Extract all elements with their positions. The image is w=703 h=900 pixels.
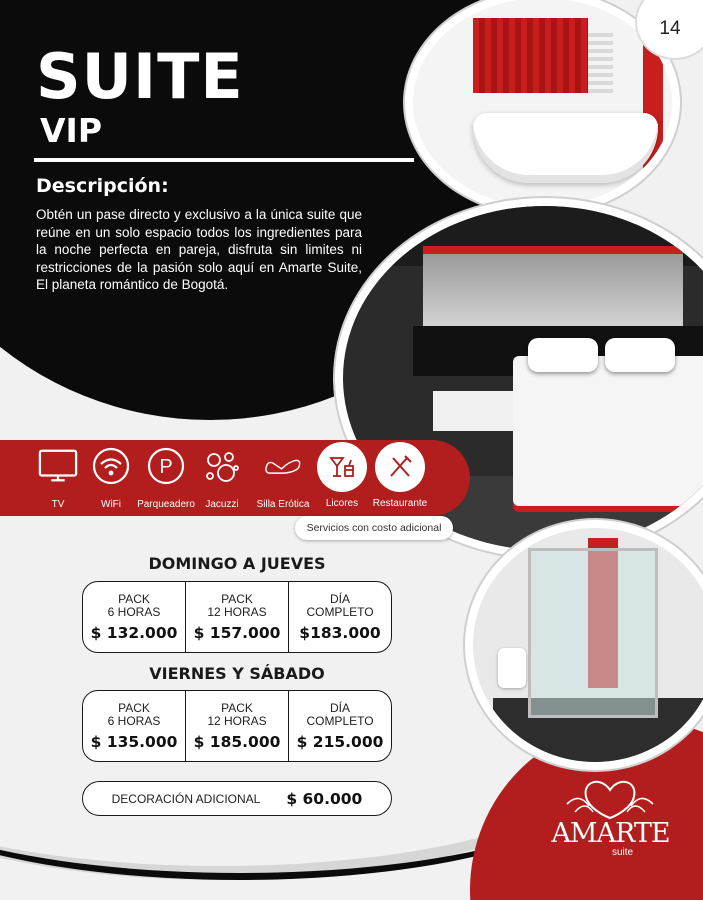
page-number: 14: [637, 0, 703, 58]
bubbles-icon: [202, 446, 242, 486]
description-text: Obtén un pase directo y exclusivo a la única suite que reúne en un solo espacio todos los ingredientes para la noche perfecta en pareja, disfruta sin limites ni restricciones de la pasión solo aquí en Amarte Suite, El planeta romántico de Bogotá.: [36, 207, 362, 292]
decoration-label: DECORACIÓN ADICIONAL: [111, 791, 261, 806]
service-label: Licores: [325, 498, 359, 509]
pack-label-line1: PACK: [221, 591, 253, 606]
pack-label-line2: COMPLETO: [306, 713, 374, 728]
service-label: Restaurante: [372, 498, 428, 509]
title-divider: [34, 158, 414, 162]
price-cell: [289, 582, 391, 652]
pack-price: $183.000: [299, 623, 381, 642]
service-label: WiFi: [101, 499, 121, 510]
pack-label-line2: COMPLETO: [306, 604, 374, 619]
price-cell: [83, 691, 186, 761]
utensils-icon: [375, 442, 425, 492]
suite-subtitle: VIP: [40, 111, 103, 150]
pack-price: $ 132.000: [90, 623, 178, 642]
chair-icon: [263, 446, 303, 486]
cocktail-icon: [317, 442, 367, 492]
price-table-weekend: [82, 690, 392, 762]
service-label: Silla Erótica: [256, 499, 310, 510]
pack-price: $ 185.000: [193, 732, 281, 751]
pack-label-line2: 12 HORAS: [207, 604, 267, 619]
parking-icon: [146, 446, 186, 486]
logo-wordmark: AMARTE: [551, 818, 670, 849]
shower-photo: [465, 520, 703, 770]
pack-price: $ 157.000: [193, 623, 281, 642]
logo-subtext: suite: [612, 847, 634, 858]
service-label: TV: [51, 499, 65, 510]
price-heading-weekend: VIERNES Y SÁBADO: [149, 664, 325, 683]
pack-label-line1: PACK: [118, 700, 150, 715]
extra-cost-badge: Servicios con costo adicional: [295, 516, 453, 540]
pack-label-line1: PACK: [221, 700, 253, 715]
decoration-price: $ 60.000: [286, 789, 363, 808]
pack-price: $ 215.000: [296, 732, 384, 751]
service-label: Jacuzzi: [205, 499, 239, 510]
service-label: Parqueadero: [137, 499, 195, 510]
pack-label-line1: DÍA: [329, 700, 350, 715]
price-cell: [289, 691, 391, 761]
pack-label-line2: 6 HORAS: [107, 604, 161, 619]
tv-icon: [38, 446, 78, 486]
pack-label-line1: PACK: [118, 591, 150, 606]
suite-title: SUITE: [36, 40, 244, 113]
pack-price: $ 135.000: [90, 732, 178, 751]
price-cell: [83, 582, 186, 652]
pack-label-line2: 12 HORAS: [207, 713, 267, 728]
price-cell: [186, 582, 289, 652]
description-heading: Descripción:: [36, 175, 169, 197]
service-jacuzzi: [187, 446, 257, 510]
price-cell: [186, 691, 289, 761]
wifi-icon: [91, 446, 131, 486]
pack-label-line2: 6 HORAS: [107, 713, 161, 728]
price-heading-weekday: DOMINGO A JUEVES: [148, 554, 326, 573]
svg-text:P: P: [159, 456, 173, 478]
service-restaurant: [365, 446, 435, 509]
price-table-weekday: [82, 581, 392, 653]
pack-label-line1: DÍA: [329, 591, 350, 606]
decoration-row: [82, 781, 392, 816]
